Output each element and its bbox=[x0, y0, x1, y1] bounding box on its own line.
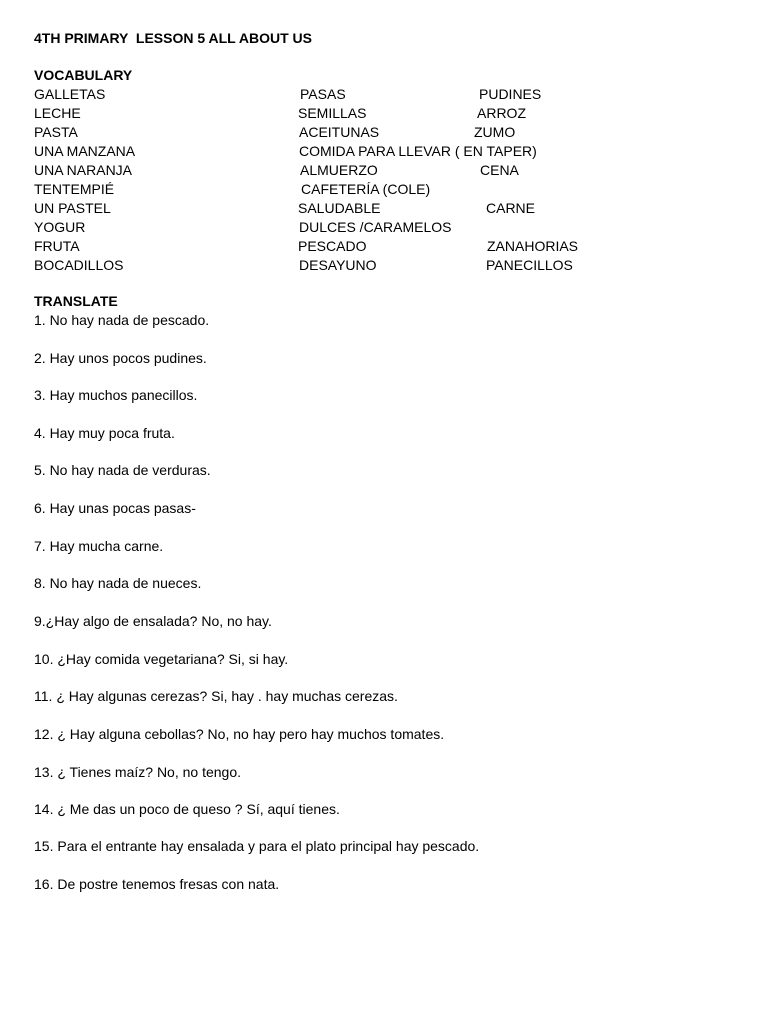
vocabulary-word: TENTEMPIÉ bbox=[34, 181, 115, 197]
vocabulary-word: PUDINES bbox=[479, 86, 542, 102]
vocabulary-row bbox=[0, 86, 768, 105]
vocabulary-word: PESCADO bbox=[298, 238, 367, 254]
vocabulary-row bbox=[0, 200, 768, 219]
vocabulary-row bbox=[0, 181, 768, 200]
vocabulary-heading: VOCABULARY bbox=[34, 67, 133, 83]
vocabulary-word: SALUDABLE bbox=[298, 200, 381, 216]
translate-heading: TRANSLATE bbox=[34, 293, 118, 309]
vocabulary-row bbox=[0, 219, 768, 238]
translate-item: 9.¿Hay algo de ensalada? No, no hay. bbox=[34, 613, 272, 629]
translate-item: 12. ¿ Hay alguna cebollas? No, no hay pero hay muchos tomates. bbox=[34, 726, 445, 742]
vocabulary-word: SEMILLAS bbox=[298, 105, 367, 121]
vocabulary-row bbox=[0, 143, 768, 162]
vocabulary-word: ARROZ bbox=[477, 105, 526, 121]
translate-item: 11. ¿ Hay algunas cerezas? Si, hay . hay muchas cerezas. bbox=[34, 688, 398, 704]
translate-item: 2. Hay unos pocos pudines. bbox=[34, 350, 207, 366]
vocabulary-word: ACEITUNAS bbox=[299, 124, 380, 140]
translate-item: 1. No hay nada de pescado. bbox=[34, 312, 210, 328]
vocabulary-word: ALMUERZO bbox=[300, 162, 378, 178]
translate-item: 16. De postre tenemos fresas con nata. bbox=[34, 876, 280, 892]
translate-item: 5. No hay nada de verduras. bbox=[34, 462, 211, 478]
vocabulary-word: CENA bbox=[480, 162, 519, 178]
vocabulary-row bbox=[0, 105, 768, 124]
vocabulary-word: GALLETAS bbox=[34, 86, 106, 102]
translate-item: 4. Hay muy poca fruta. bbox=[34, 425, 175, 441]
vocabulary-word: DESAYUNO bbox=[299, 257, 377, 273]
vocabulary-word: UNA MANZANA bbox=[34, 143, 136, 159]
vocabulary-word: LECHE bbox=[34, 105, 81, 121]
vocabulary-word: CARNE bbox=[486, 200, 536, 216]
vocabulary-word: ZANAHORIAS bbox=[487, 238, 579, 254]
vocabulary-row bbox=[0, 238, 768, 257]
vocabulary-word: ZUMO bbox=[474, 124, 516, 140]
vocabulary-row bbox=[0, 162, 768, 181]
translate-item: 14. ¿ Me das un poco de queso ? Sí, aquí tienes. bbox=[34, 801, 340, 817]
vocabulary-word: PASTA bbox=[34, 124, 78, 140]
vocabulary-word: PASAS bbox=[300, 86, 346, 102]
vocabulary-word: YOGUR bbox=[34, 219, 86, 235]
vocabulary-word: BOCADILLOS bbox=[34, 257, 124, 273]
vocabulary-word: PANECILLOS bbox=[486, 257, 573, 273]
translate-item: 6. Hay unas pocas pasas- bbox=[34, 500, 196, 516]
vocabulary-word: COMIDA PARA LLEVAR ( EN TAPER) bbox=[299, 143, 537, 159]
vocabulary-word: FRUTA bbox=[34, 238, 80, 254]
translate-item: 15. Para el entrante hay ensalada y para el plato principal hay pescado. bbox=[34, 838, 480, 854]
vocabulary-word: UNA NARANJA bbox=[34, 162, 133, 178]
translate-item: 8. No hay nada de nueces. bbox=[34, 575, 202, 591]
vocabulary-row bbox=[0, 124, 768, 143]
vocabulary-word: CAFETERÍA (COLE) bbox=[301, 181, 431, 197]
translate-item: 10. ¿Hay comida vegetariana? Si, si hay. bbox=[34, 651, 289, 667]
translate-item: 13. ¿ Tienes maíz? No, no tengo. bbox=[34, 764, 242, 780]
vocabulary-row bbox=[0, 257, 768, 276]
vocabulary-word: DULCES /CARAMELOS bbox=[299, 219, 452, 235]
translate-item: 7. Hay mucha carne. bbox=[34, 538, 164, 554]
vocabulary-word: UN PASTEL bbox=[34, 200, 111, 216]
document-title: 4TH PRIMARY LESSON 5 ALL ABOUT US bbox=[34, 30, 312, 46]
translate-item: 3. Hay muchos panecillos. bbox=[34, 387, 198, 403]
